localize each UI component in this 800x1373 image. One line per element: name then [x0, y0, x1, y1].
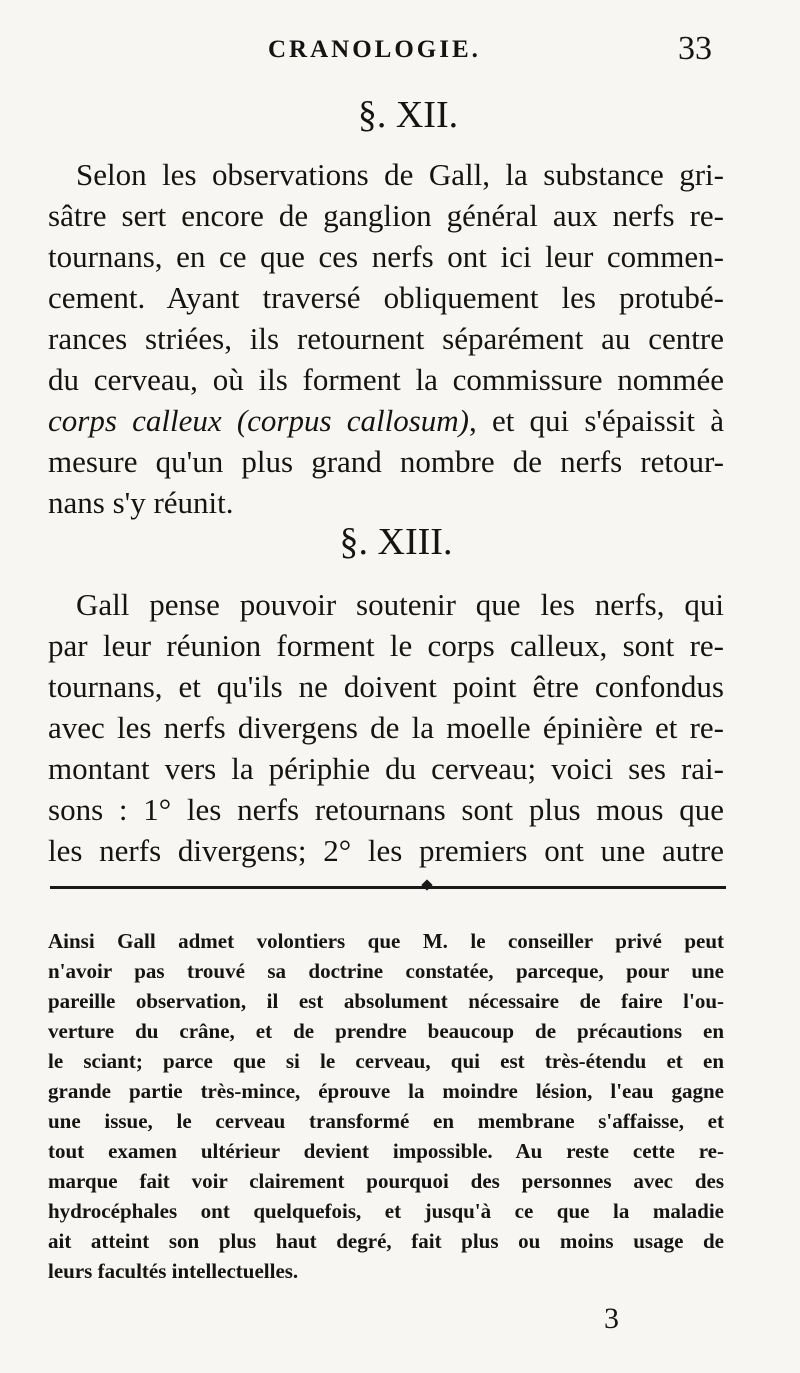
body-line: avec les nerfs divergens de la moelle épinière et re-: [48, 710, 724, 745]
footnote-rule: [50, 886, 726, 889]
body-line: sons : 1° les nerfs retournans sont plus mous que: [48, 792, 724, 827]
section-heading-xiii: §. XIII.: [339, 521, 453, 563]
footnote-line: hydrocéphales ont quelquefois, et jusqu'à ce que la maladie: [48, 1199, 724, 1223]
signature-mark: 3: [604, 1302, 619, 1335]
body-line: rances striées, ils retournent séparément au centre: [48, 321, 724, 356]
footnote-line: leurs facultés intellectuelles.: [48, 1259, 299, 1283]
running-head: [0, 30, 800, 70]
body-line: sâtre sert encore de ganglion général aux nerfs re-: [48, 198, 724, 233]
body-line: par leur réunion forment le corps calleux, sont re-: [48, 628, 724, 663]
running-title: CRANOLOGIE.: [268, 36, 481, 63]
footnote-line: n'avoir pas trouvé sa doctrine constatée, parceque, pour une: [48, 959, 724, 983]
body-line: tournans, en ce que ces nerfs ont ici leur commen-: [48, 239, 724, 274]
footnote-line: grande partie très-mince, éprouve la moindre lésion, l'eau gagne: [48, 1079, 724, 1103]
footnote-line: tout examen ultérieur devient impossible. Au reste cette re-: [48, 1139, 724, 1163]
footnote-line: le sciant; parce que si le cerveau, qui est très-étendu et en: [48, 1049, 724, 1073]
footnote-line: verture du crâne, et de prendre beaucoup de précautions en: [48, 1019, 724, 1043]
body-line: nans s'y réunit.: [48, 485, 234, 520]
section-heading-xii: §. XII.: [357, 94, 459, 136]
body-line: les nerfs divergens; 2° les premiers ont une autre: [48, 833, 724, 868]
body-line: Gall pense pouvoir soutenir que les nerfs, qui: [76, 587, 724, 622]
footnote-line: marque fait voir clairement pourquoi des personnes avec des: [48, 1169, 724, 1193]
body-line: Selon les observations de Gall, la substance gri-: [76, 157, 724, 192]
body-line: du cerveau, où ils forment la commissure nommée: [48, 362, 724, 397]
body-line: mesure qu'un plus grand nombre de nerfs retour-: [48, 444, 724, 479]
footnote-line: ait atteint son plus haut degré, fait plus ou moins usage de: [48, 1229, 724, 1253]
footnote-line: pareille observation, il est absolument nécessaire de faire l'ou-: [48, 989, 724, 1013]
body-line: cement. Ayant traversé obliquement les protubé-: [48, 280, 724, 315]
page-number: 33: [678, 30, 712, 67]
footnote-line: une issue, le cerveau transformé en membrane s'affaisse, et: [48, 1109, 724, 1133]
body-line: montant vers la périphie du cerveau; voici ses rai-: [48, 751, 724, 786]
body-line: tournans, et qu'ils ne doivent point être confondus: [48, 669, 724, 704]
footnote-line: Ainsi Gall admet volontiers que M. le conseiller privé peut: [48, 929, 724, 953]
body-line-italic: corps calleux (corpus callosum), et qui s'épaissit à: [48, 403, 724, 438]
